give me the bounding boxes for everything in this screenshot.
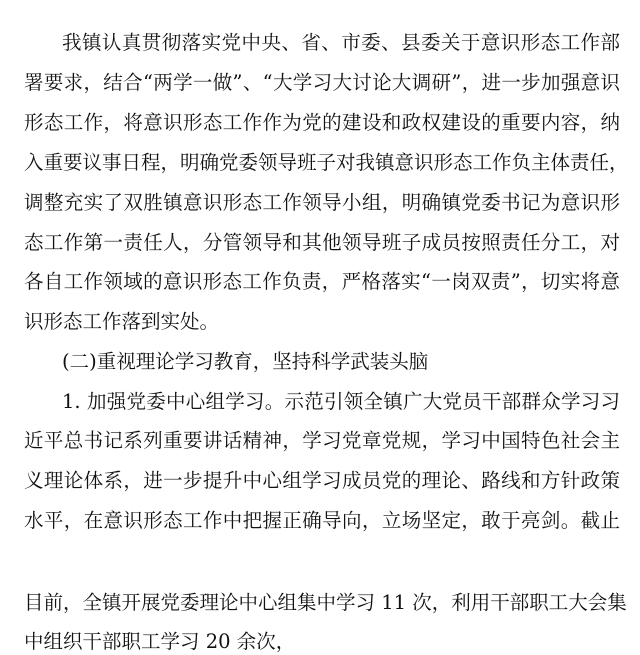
- paragraph-line: 署要求，结合“两学一做”、“大学习大讨论大调研”，进一步加强意识: [24, 71, 620, 94]
- paragraph-line: 中组织干部职工学习 20 余次，: [24, 630, 296, 653]
- paragraph-line: 态工作第一责任人，分管领导和其他领导班子成员按照责任分工，对: [24, 231, 620, 254]
- paragraph-line: 入重要议事日程，明确党委领导班子对我镇意识形态工作负主体责任，: [24, 151, 629, 174]
- paragraph-line: 识形态工作落到实处。: [24, 310, 220, 333]
- paragraph-line: 水平，在意识形态工作中把握正确导向，立场坚定，敢于亮剑。截止: [24, 509, 620, 532]
- paragraph-line: 近平总书记系列重要讲话精神，学习党章党规，学习中国特色社会主: [24, 429, 620, 452]
- paragraph-line: 1. 加强党委中心组学习。示范引领全镇广大党员干部群众学习习: [62, 390, 620, 413]
- paragraph-line: 各自工作领域的意识形态工作负责，严格落实“一岗双责”，切实将意: [24, 270, 620, 293]
- paragraph-line: 形态工作，将意识形态工作作为党的建设和政权建设的重要内容，纳: [24, 111, 620, 134]
- paragraph-line: 目前，全镇开展党委理论中心组集中学习 11 次，利用干部职工大会集: [24, 591, 627, 614]
- paragraph-line: 我镇认真贯彻落实党中央、省、市委、县委关于意识形态工作部: [62, 31, 620, 54]
- section-heading: (二)重视理论学习教育，坚持科学武装头脑: [62, 350, 429, 373]
- paragraph-line: 义理论体系，进一步提升中心组学习成员党的理论、路线和方针政策: [24, 469, 620, 492]
- paragraph-line: 调整充实了双胜镇意识形态工作领导小组，明确镇党委书记为意识形: [24, 191, 620, 214]
